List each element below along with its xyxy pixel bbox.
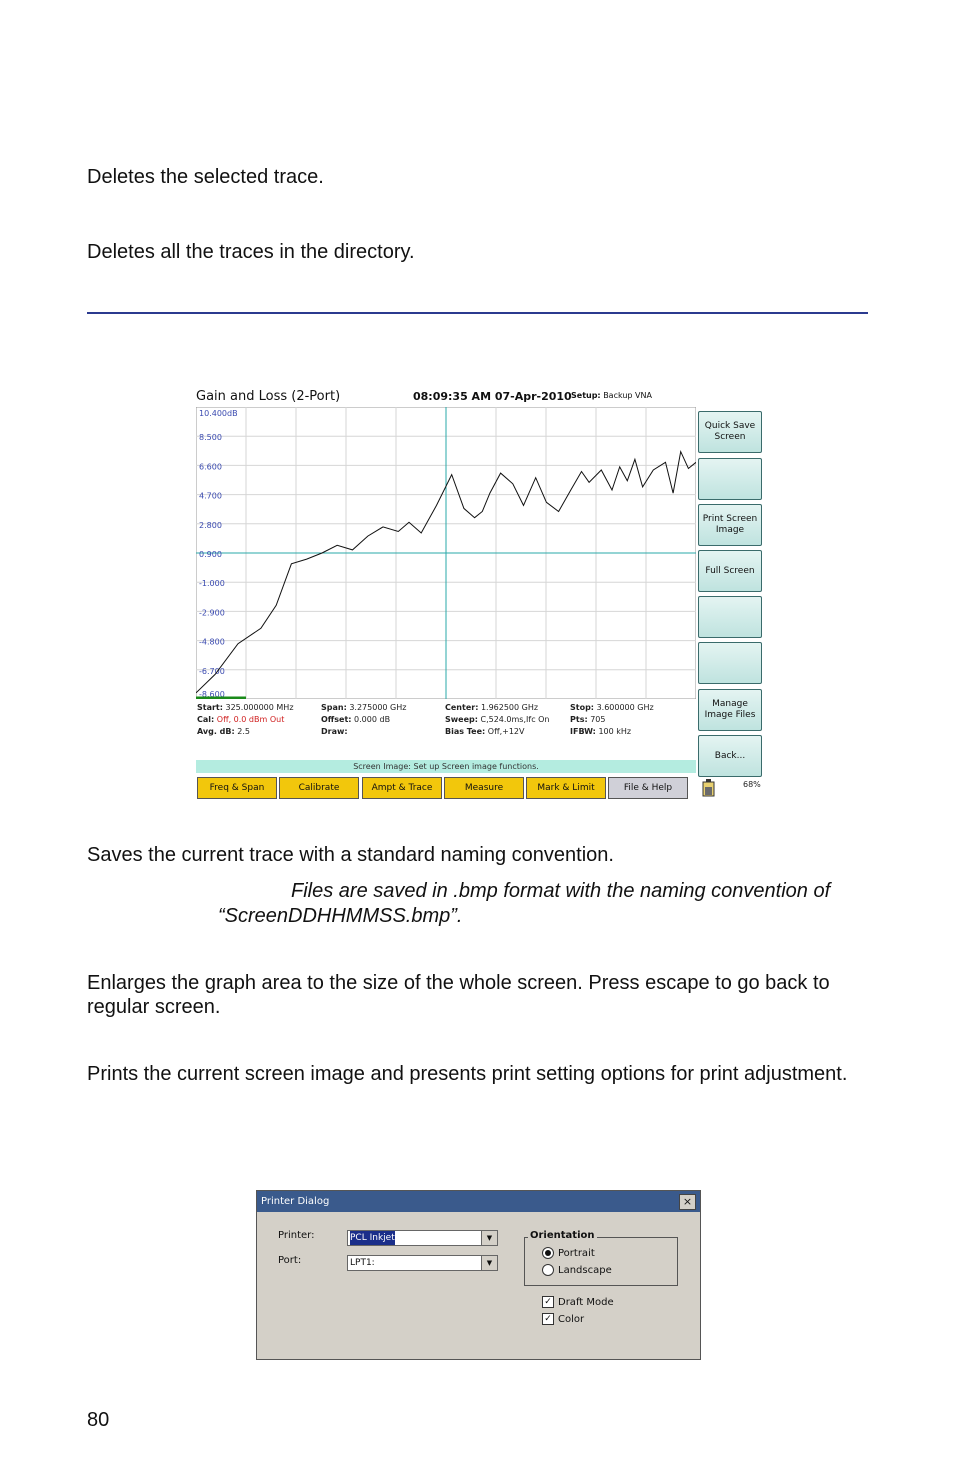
info-ifbw: IFBW: 100 kHz: [570, 727, 632, 736]
softkey-blank-1[interactable]: [698, 458, 762, 500]
portrait-label: Portrait: [558, 1247, 595, 1259]
chevron-down-icon[interactable]: ▼: [481, 1231, 497, 1245]
softkey-back[interactable]: Back...: [698, 735, 762, 777]
info-center: Center: 1.962500 GHz: [445, 703, 539, 712]
battery-icon: [701, 779, 717, 797]
info-stop: Stop: 3.600000 GHz: [570, 703, 654, 712]
paragraph-quick-save: Saves the current trace with a standard naming convention.: [87, 844, 614, 866]
info-bias-tee: Bias Tee: Off,+12V: [445, 727, 525, 736]
tab-file-help[interactable]: File & Help: [608, 777, 688, 799]
y-tick-label: -6.700: [199, 666, 225, 676]
analyzer-screenshot: [193, 385, 765, 803]
setup-label: Setup:: [571, 391, 601, 400]
paragraph-delete-selected: Deletes the selected trace.: [87, 166, 324, 188]
screen-time: 08:09:35 AM 07-Apr-2010: [413, 390, 572, 403]
info-pts: Pts: 705: [570, 715, 606, 724]
printer-select[interactable]: [347, 1230, 498, 1246]
tab-freq-span[interactable]: Freq & Span: [197, 777, 277, 799]
y-tick-label: 4.700: [199, 491, 222, 501]
info-offset: Offset: 0.000 dB: [321, 715, 391, 724]
color-label: Color: [558, 1313, 585, 1325]
chevron-down-icon[interactable]: ▼: [481, 1256, 497, 1270]
status-message: Screen Image: Set up Screen image functions.: [196, 760, 696, 773]
printer-value: PCL Inkjet: [350, 1233, 395, 1243]
y-tick-label: -1.000: [199, 579, 225, 589]
screen-title: Gain and Loss (2-Port): [196, 389, 341, 404]
tab-measure[interactable]: Measure: [444, 777, 524, 799]
y-tick-label: 0.900: [199, 550, 222, 559]
y-tick-label: -2.900: [199, 608, 225, 618]
close-icon[interactable]: ×: [679, 1194, 696, 1210]
info-sweep: Sweep: C,524.0ms,Ifc On: [445, 715, 550, 724]
radio-checked-icon[interactable]: [542, 1247, 554, 1259]
y-tick-label: -8.600: [199, 690, 225, 699]
screen-setup: [571, 391, 652, 400]
info-avg: Avg. dB: 2.5: [197, 727, 250, 736]
paragraph-print: Prints the current screen image and presents print setting options for print adjustment.: [87, 1063, 848, 1085]
y-tick-label: 2.800: [199, 520, 222, 530]
tab-ampt-trace[interactable]: Ampt & Trace: [362, 777, 442, 799]
softkey-full-screen[interactable]: Full Screen: [698, 550, 762, 592]
printer-dialog: [256, 1190, 701, 1360]
page-number: 80: [87, 1409, 110, 1431]
y-tick-label: 6.600: [199, 462, 222, 472]
landscape-option[interactable]: [542, 1264, 612, 1276]
info-draw: Draw:: [321, 727, 348, 736]
draft-mode-label: Draft Mode: [558, 1296, 614, 1308]
y-tick-label: -4.800: [199, 637, 225, 647]
checkbox-checked-icon[interactable]: ✓: [542, 1296, 554, 1308]
tab-calibrate[interactable]: Calibrate: [279, 777, 359, 799]
softkey-print-screen-image[interactable]: Print Screen Image: [698, 504, 762, 546]
color-option[interactable]: [542, 1313, 584, 1325]
checkbox-checked-icon[interactable]: ✓: [542, 1313, 554, 1325]
battery-percent: 68%: [743, 780, 761, 789]
softkey-manage-image-files[interactable]: Manage Image Files: [698, 689, 762, 731]
dialog-title-bar: Printer Dialog: [257, 1191, 700, 1212]
info-start: Start: 325.000000 MHz: [197, 703, 294, 712]
gain-loss-plot: [196, 407, 696, 699]
info-cal: Cal: Off, 0.0 dBm Out: [197, 715, 285, 724]
printer-label: Printer:: [278, 1230, 315, 1241]
y-tick-label: 8.500: [199, 433, 222, 443]
landscape-label: Landscape: [558, 1264, 612, 1276]
tab-mark-limit[interactable]: Mark & Limit: [526, 777, 606, 799]
softkey-blank-2[interactable]: [698, 596, 762, 638]
note-line-1: Files are saved in .bmp format with the naming convention of: [291, 880, 831, 902]
radio-unchecked-icon[interactable]: [542, 1264, 554, 1276]
orientation-legend: Orientation: [530, 1230, 595, 1241]
note-line-2: “ScreenDDHHMMSS.bmp”.: [218, 905, 463, 927]
info-span: Span: 3.275000 GHz: [321, 703, 407, 712]
paragraph-full-screen: Enlarges the graph area to the size of the whole screen. Press escape to go back to regular screen.: [87, 972, 830, 1018]
section-rule: [87, 312, 868, 314]
softkey-quick-save-screen[interactable]: Quick Save Screen: [698, 411, 762, 453]
draft-mode-option[interactable]: [542, 1296, 614, 1308]
port-select[interactable]: [347, 1255, 498, 1271]
softkey-blank-3[interactable]: [698, 642, 762, 684]
port-label: Port:: [278, 1255, 302, 1266]
port-value: LPT1:: [350, 1258, 375, 1268]
paragraph-delete-all: Deletes all the traces in the directory.: [87, 241, 415, 263]
setup-value: Backup VNA: [603, 391, 652, 400]
portrait-option[interactable]: [542, 1247, 595, 1259]
orientation-group: [524, 1230, 678, 1286]
y-tick-label: 10.400dB: [199, 409, 238, 418]
